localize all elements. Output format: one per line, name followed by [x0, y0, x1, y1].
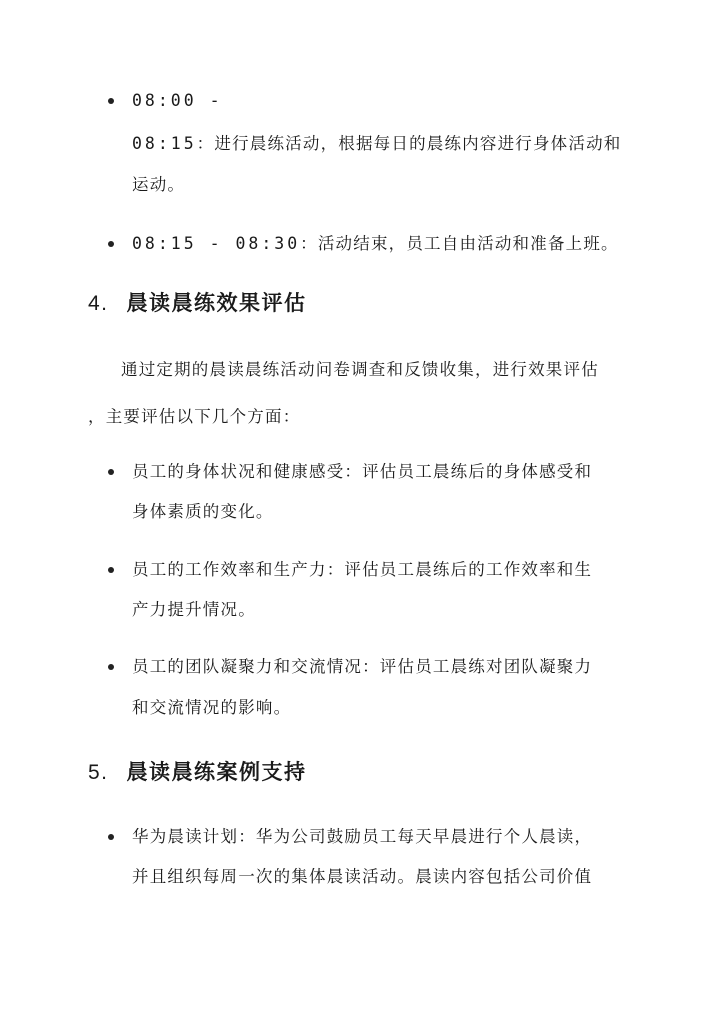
list-item-text-cont: 和交流情况的影响。 [132, 698, 292, 717]
list-item-text [132, 220, 632, 268]
list-item-text-cont: 并且组织每周一次的集体晨读活动。晨读内容包括公司价值 [132, 867, 593, 886]
section-heading [88, 756, 307, 786]
list-item-text-main: ：进行晨练活动，根据每日的晨练内容进行身体活动和 [196, 134, 622, 153]
bullet-icon [108, 469, 114, 475]
paragraph-line: 通过定期的晨读晨练活动问卷调查和反馈收集，进行效果评估 [121, 360, 599, 379]
list-item-text: 员工的身体状况和健康感受：评估员工晨练后的身体感受和 [132, 462, 593, 481]
paragraph-line: ，主要评估以下几个方面： [88, 407, 301, 426]
list-item-text-cont: 产力提升情况。 [132, 600, 256, 619]
bullet-icon [108, 664, 114, 670]
section-heading [88, 287, 307, 317]
list-item-text-main: ：活动结束，员工自由活动和准备上班。 [300, 234, 619, 253]
list-item-text-cont: 身体素质的变化。 [132, 502, 274, 521]
bullet-icon [108, 98, 114, 104]
bullet-icon [108, 567, 114, 573]
time-range: 08:15 - 08:30 [132, 234, 301, 253]
section-title: 晨读晨练效果评估 [126, 290, 307, 315]
list-item-text: 员工的工作效率和生产力：评估员工晨练后的工作效率和生 [132, 560, 593, 579]
time-range-end: 08:15 [132, 134, 197, 153]
section-number: 4. [88, 292, 109, 315]
time-range-start: 08:00 - [132, 91, 223, 110]
bullet-icon [108, 241, 114, 247]
list-item-text: 华为晨读计划：华为公司鼓励员工每天早晨进行个人晨读， [132, 827, 593, 846]
section-number: 5. [88, 761, 109, 784]
list-item-text-cont: 运动。 [132, 175, 186, 194]
section-title: 晨读晨练案例支持 [126, 759, 307, 784]
bullet-icon [108, 834, 114, 840]
list-item-text: 员工的团队凝聚力和交流情况：评估员工晨练对团队凝聚力 [132, 657, 593, 676]
